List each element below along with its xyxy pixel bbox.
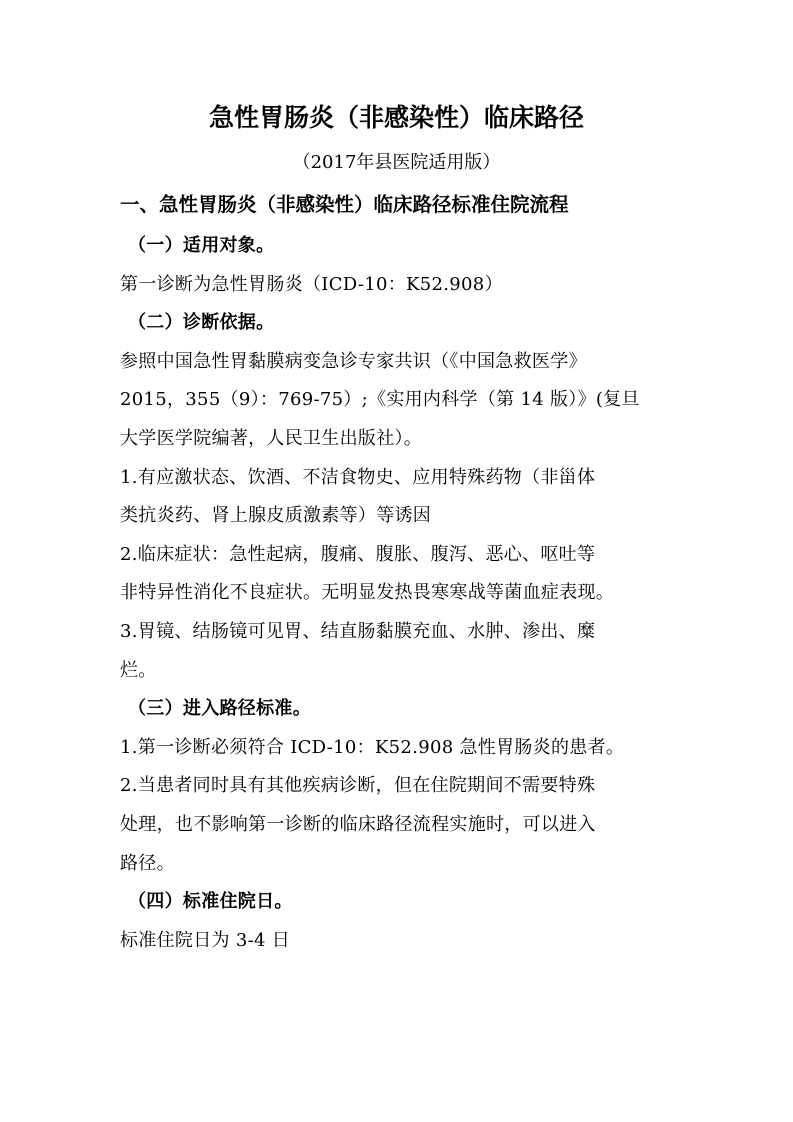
paragraph-line: 处理，也不影响第一诊断的临床路径流程实施时，可以进入 <box>120 813 596 835</box>
paragraph-line: 2015，355（9）：769-75）;《实用内科学（第 14 版）》(复旦 <box>120 389 640 411</box>
subsection-heading-standard-stay: （四）标准住院日。 <box>128 891 293 913</box>
document-title: 急性胃肠炎（非感染性）临床路径 <box>208 103 584 132</box>
subsection-heading-diagnosis: （二）诊断依据。 <box>128 312 275 334</box>
paragraph-line: 标准住院日为 3-4 日 <box>120 929 291 951</box>
subsection-heading-applicable: （一）适用对象。 <box>128 235 275 256</box>
paragraph-line: 烂。 <box>120 659 157 681</box>
paragraph-line: 非特异性消化不良症状。无明显发热畏寒寒战等菌血症表现。 <box>120 582 615 604</box>
paragraph-line: 第一诊断为急性胃肠炎（ICD-10：K52.908） <box>120 273 503 295</box>
subsection-heading-entry-criteria: （三）进入路径标准。 <box>128 698 311 720</box>
document-subtitle: （2017年县医院适用版） <box>292 152 501 173</box>
paragraph-line: 1.有应激状态、饮酒、不洁食物史、应用特殊药物（非甾体 <box>120 466 596 488</box>
paragraph-line: 2.当患者同时具有其他疾病诊断，但在住院期间不需要特殊 <box>120 775 596 797</box>
paragraph-line: 大学医学院编著，人民卫生出版社）。 <box>120 427 423 449</box>
section-heading: 一、急性胃肠炎（非感染性）临床路径标准住院流程 <box>120 193 569 216</box>
paragraph-line: 路径。 <box>120 852 175 874</box>
paragraph-line: 1.第一诊断必须符合 ICD-10：K52.908 急性胃肠炎的患者。 <box>120 736 625 758</box>
paragraph-line: 2.临床症状：急性起病，腹痛、腹胀、腹泻、恶心、呕吐等 <box>120 543 596 565</box>
paragraph-line: 参照中国急性胃黏膜病变急诊专家共识（《中国急救医学》 <box>120 350 587 372</box>
document-body <box>120 227 680 960</box>
paragraph-line: 类抗炎药、肾上腺皮质激素等）等诱因 <box>120 505 432 527</box>
paragraph-line: 3.胃镜、结肠镜可见胃、结直肠黏膜充血、水肿、渗出、糜 <box>120 620 596 642</box>
